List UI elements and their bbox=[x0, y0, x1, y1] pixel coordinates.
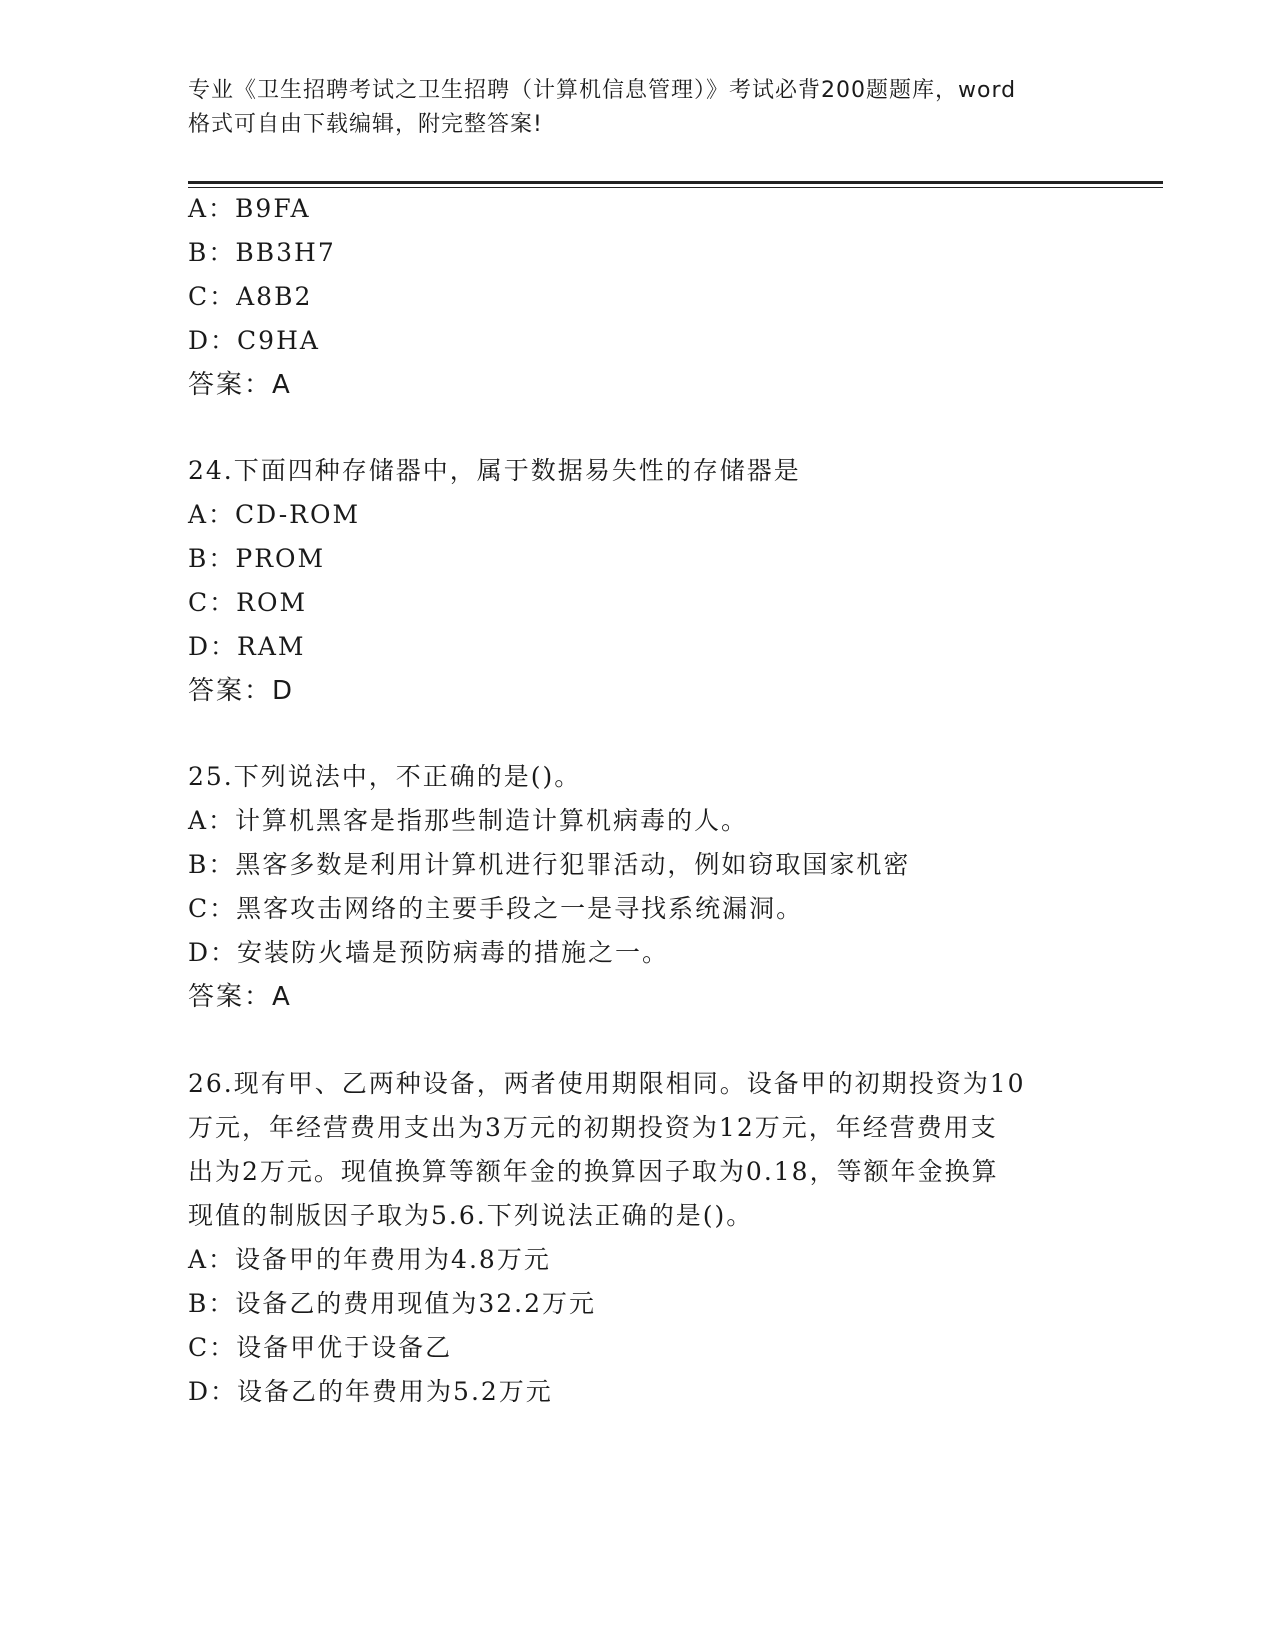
answer-line: 答案：A bbox=[188, 982, 292, 1012]
header-line-2: 格式可自由下载编辑，附完整答案! bbox=[188, 112, 543, 137]
option-d: D：RAM bbox=[188, 632, 306, 661]
question-text: 25.下列说法中，不正确的是()。 bbox=[188, 762, 582, 791]
option-d: D：C9HA bbox=[188, 326, 320, 355]
option-a: A：B9FA bbox=[188, 194, 311, 223]
option-c: C：A8B2 bbox=[188, 282, 313, 311]
option-b: B：BB3H7 bbox=[188, 238, 336, 267]
option-d: D：安装防火墙是预防病毒的措施之一。 bbox=[188, 938, 670, 967]
answer-line: 答案：A bbox=[188, 370, 292, 400]
header-divider-thick bbox=[188, 181, 1163, 184]
header-line-1: 专业《卫生招聘考试之卫生招聘（计算机信息管理）》考试必背200题题库，word bbox=[188, 78, 1017, 103]
option-b: B：设备乙的费用现值为32.2万元 bbox=[188, 1289, 597, 1318]
question-text-line-1: 26.现有甲、乙两种设备，两者使用期限相同。设备甲的初期投资为10 bbox=[188, 1069, 1026, 1098]
option-d: D：设备乙的年费用为5.2万元 bbox=[188, 1377, 553, 1406]
document-header bbox=[188, 74, 1088, 142]
option-c: C：ROM bbox=[188, 588, 308, 617]
header-divider-thin bbox=[188, 187, 1163, 188]
option-b: B：黑客多数是利用计算机进行犯罪活动，例如窃取国家机密 bbox=[188, 850, 911, 879]
option-c: C：设备甲优于设备乙 bbox=[188, 1333, 453, 1362]
option-a: A：设备甲的年费用为4.8万元 bbox=[188, 1245, 551, 1274]
question-text-line-2: 万元，年经营费用支出为3万元的初期投资为12万元，年经营费用支 bbox=[188, 1113, 998, 1142]
option-a: A：CD-ROM bbox=[188, 500, 361, 529]
option-c: C：黑客攻击网络的主要手段之一是寻找系统漏洞。 bbox=[188, 894, 804, 923]
option-b: B：PROM bbox=[188, 544, 326, 573]
question-text-line-3: 出为2万元。现值换算等额年金的换算因子取为0.18，等额年金换算 bbox=[188, 1157, 999, 1186]
option-a: A：计算机黑客是指那些制造计算机病毒的人。 bbox=[188, 806, 749, 835]
answer-line: 答案：D bbox=[188, 676, 295, 706]
question-text: 24.下面四种存储器中，属于数据易失性的存储器是 bbox=[188, 456, 801, 485]
question-text-line-4: 现值的制版因子取为5.6.下列说法正确的是()。 bbox=[188, 1201, 754, 1230]
